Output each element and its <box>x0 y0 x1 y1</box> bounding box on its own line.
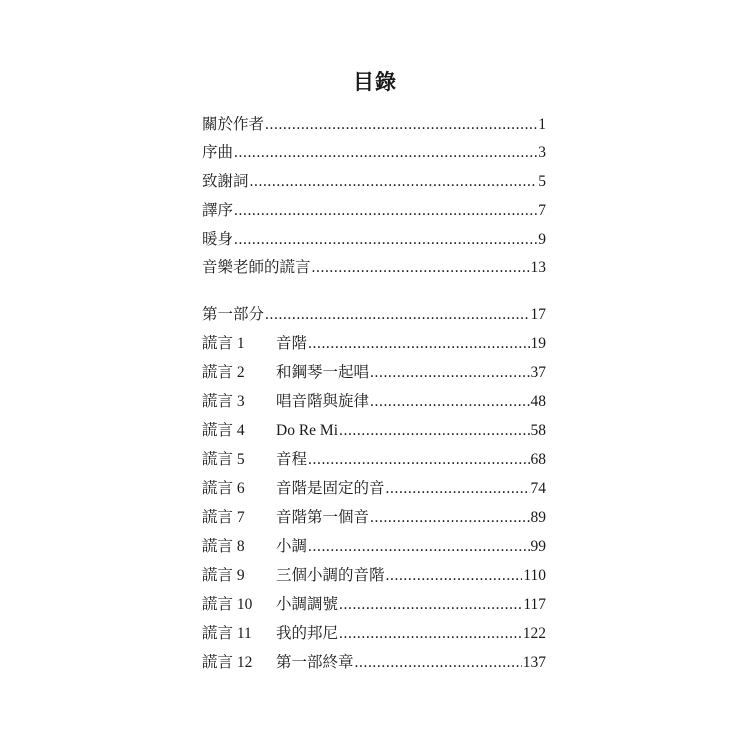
dot-leader <box>312 257 530 279</box>
page-title: 目錄 <box>353 70 397 94</box>
toc-entry-page: 9 <box>538 231 546 248</box>
toc-entry-page: 122 <box>522 625 546 642</box>
toc-entry-label: 三個小調的音階 <box>276 567 385 584</box>
toc-entry <box>202 171 546 193</box>
dot-leader <box>234 229 537 251</box>
dot-leader <box>234 142 537 164</box>
dot-leader <box>339 623 522 645</box>
toc-entry <box>202 142 546 164</box>
toc-entry-label: 致謝詞 <box>202 173 249 190</box>
dot-leader <box>265 114 537 136</box>
toc-entry <box>202 200 546 222</box>
toc-lie-entry <box>202 565 546 587</box>
toc-entry-page: 58 <box>530 422 546 439</box>
toc-entry-label: Do Re Mi <box>276 422 338 439</box>
toc-entry <box>202 257 546 279</box>
dot-leader <box>265 304 529 326</box>
dot-leader <box>386 565 523 587</box>
toc-entry-page: 68 <box>530 451 546 468</box>
toc-entry-label: 音樂老師的謊言 <box>202 259 311 276</box>
toc-lie-entry <box>202 478 546 500</box>
toc-lie-entry <box>202 536 546 558</box>
toc-entry-label: 譯序 <box>202 202 234 219</box>
toc-entry-label: 第一部分 <box>202 306 265 323</box>
dot-leader <box>234 200 537 222</box>
lie-number: 謊言 8 <box>202 538 245 555</box>
lie-number: 謊言 3 <box>202 393 245 410</box>
toc-entry-label: 音階第一個音 <box>276 509 370 526</box>
dot-leader <box>386 478 530 500</box>
dot-leader <box>370 391 529 413</box>
toc-lie-entry <box>202 623 546 645</box>
toc-entry-page: 3 <box>538 144 546 161</box>
toc-entry-label: 暖身 <box>202 231 234 248</box>
toc-entry-label: 小調 <box>276 538 308 555</box>
dot-leader <box>355 652 522 674</box>
lie-number: 謊言 11 <box>202 625 252 642</box>
toc-entry-label: 音階是固定的音 <box>276 480 385 497</box>
dot-leader <box>370 507 529 529</box>
dot-leader <box>308 333 529 355</box>
toc-lie-entry <box>202 449 546 471</box>
dot-leader <box>339 594 522 616</box>
toc-entry-label: 音階 <box>276 335 308 352</box>
toc-entry-page: 99 <box>530 538 546 555</box>
toc-lie-entry <box>202 333 546 355</box>
toc-entry-page: 117 <box>523 596 546 613</box>
toc-part-heading <box>202 304 546 326</box>
lie-number: 謊言 4 <box>202 422 245 439</box>
dot-leader <box>339 420 530 442</box>
toc-lie-entry <box>202 391 546 413</box>
toc-entry-page: 1 <box>538 116 546 133</box>
toc-lie-entry <box>202 362 546 384</box>
toc-entry-page: 110 <box>523 567 546 584</box>
toc-entry-page: 48 <box>530 393 546 410</box>
toc-entry-page: 74 <box>530 480 546 497</box>
dot-leader <box>250 171 538 193</box>
toc-entry-page: 137 <box>522 654 546 671</box>
toc-lie-entry <box>202 594 546 616</box>
toc-entry-page: 89 <box>530 509 546 526</box>
toc-entry-label: 音程 <box>276 451 308 468</box>
lie-number: 謊言 9 <box>202 567 245 584</box>
toc-entry-label: 我的邦尼 <box>276 625 339 642</box>
toc-entry-page: 37 <box>530 364 546 381</box>
toc-entry <box>202 114 546 136</box>
toc-entry-page: 13 <box>530 259 546 276</box>
toc-lie-entry <box>202 652 546 674</box>
lie-number: 謊言 1 <box>202 335 245 352</box>
dot-leader <box>370 362 529 384</box>
toc-entry-page: 17 <box>530 306 546 323</box>
lie-number: 謊言 6 <box>202 480 245 497</box>
toc-entry-label: 和鋼琴一起唱 <box>276 364 370 381</box>
toc-entry-page: 5 <box>538 173 546 190</box>
toc-lie-entry <box>202 507 546 529</box>
toc-lie-entry <box>202 420 546 442</box>
toc-entry-label: 第一部終章 <box>276 654 354 671</box>
toc-entry <box>202 229 546 251</box>
lie-number: 謊言 2 <box>202 364 245 381</box>
toc-entry-page: 19 <box>530 335 546 352</box>
toc-entry-label: 關於作者 <box>202 116 265 133</box>
dot-leader <box>308 536 529 558</box>
toc-entry-label: 唱音階與旋律 <box>276 393 370 410</box>
toc-entry-page: 7 <box>538 202 546 219</box>
toc-entry-label: 序曲 <box>202 144 234 161</box>
dot-leader <box>308 449 529 471</box>
lie-number: 謊言 5 <box>202 451 245 468</box>
lie-number: 謊言 10 <box>202 596 253 613</box>
toc-entry-label: 小調調號 <box>276 596 339 613</box>
lie-number: 謊言 12 <box>202 654 253 671</box>
lie-number: 謊言 7 <box>202 509 245 526</box>
